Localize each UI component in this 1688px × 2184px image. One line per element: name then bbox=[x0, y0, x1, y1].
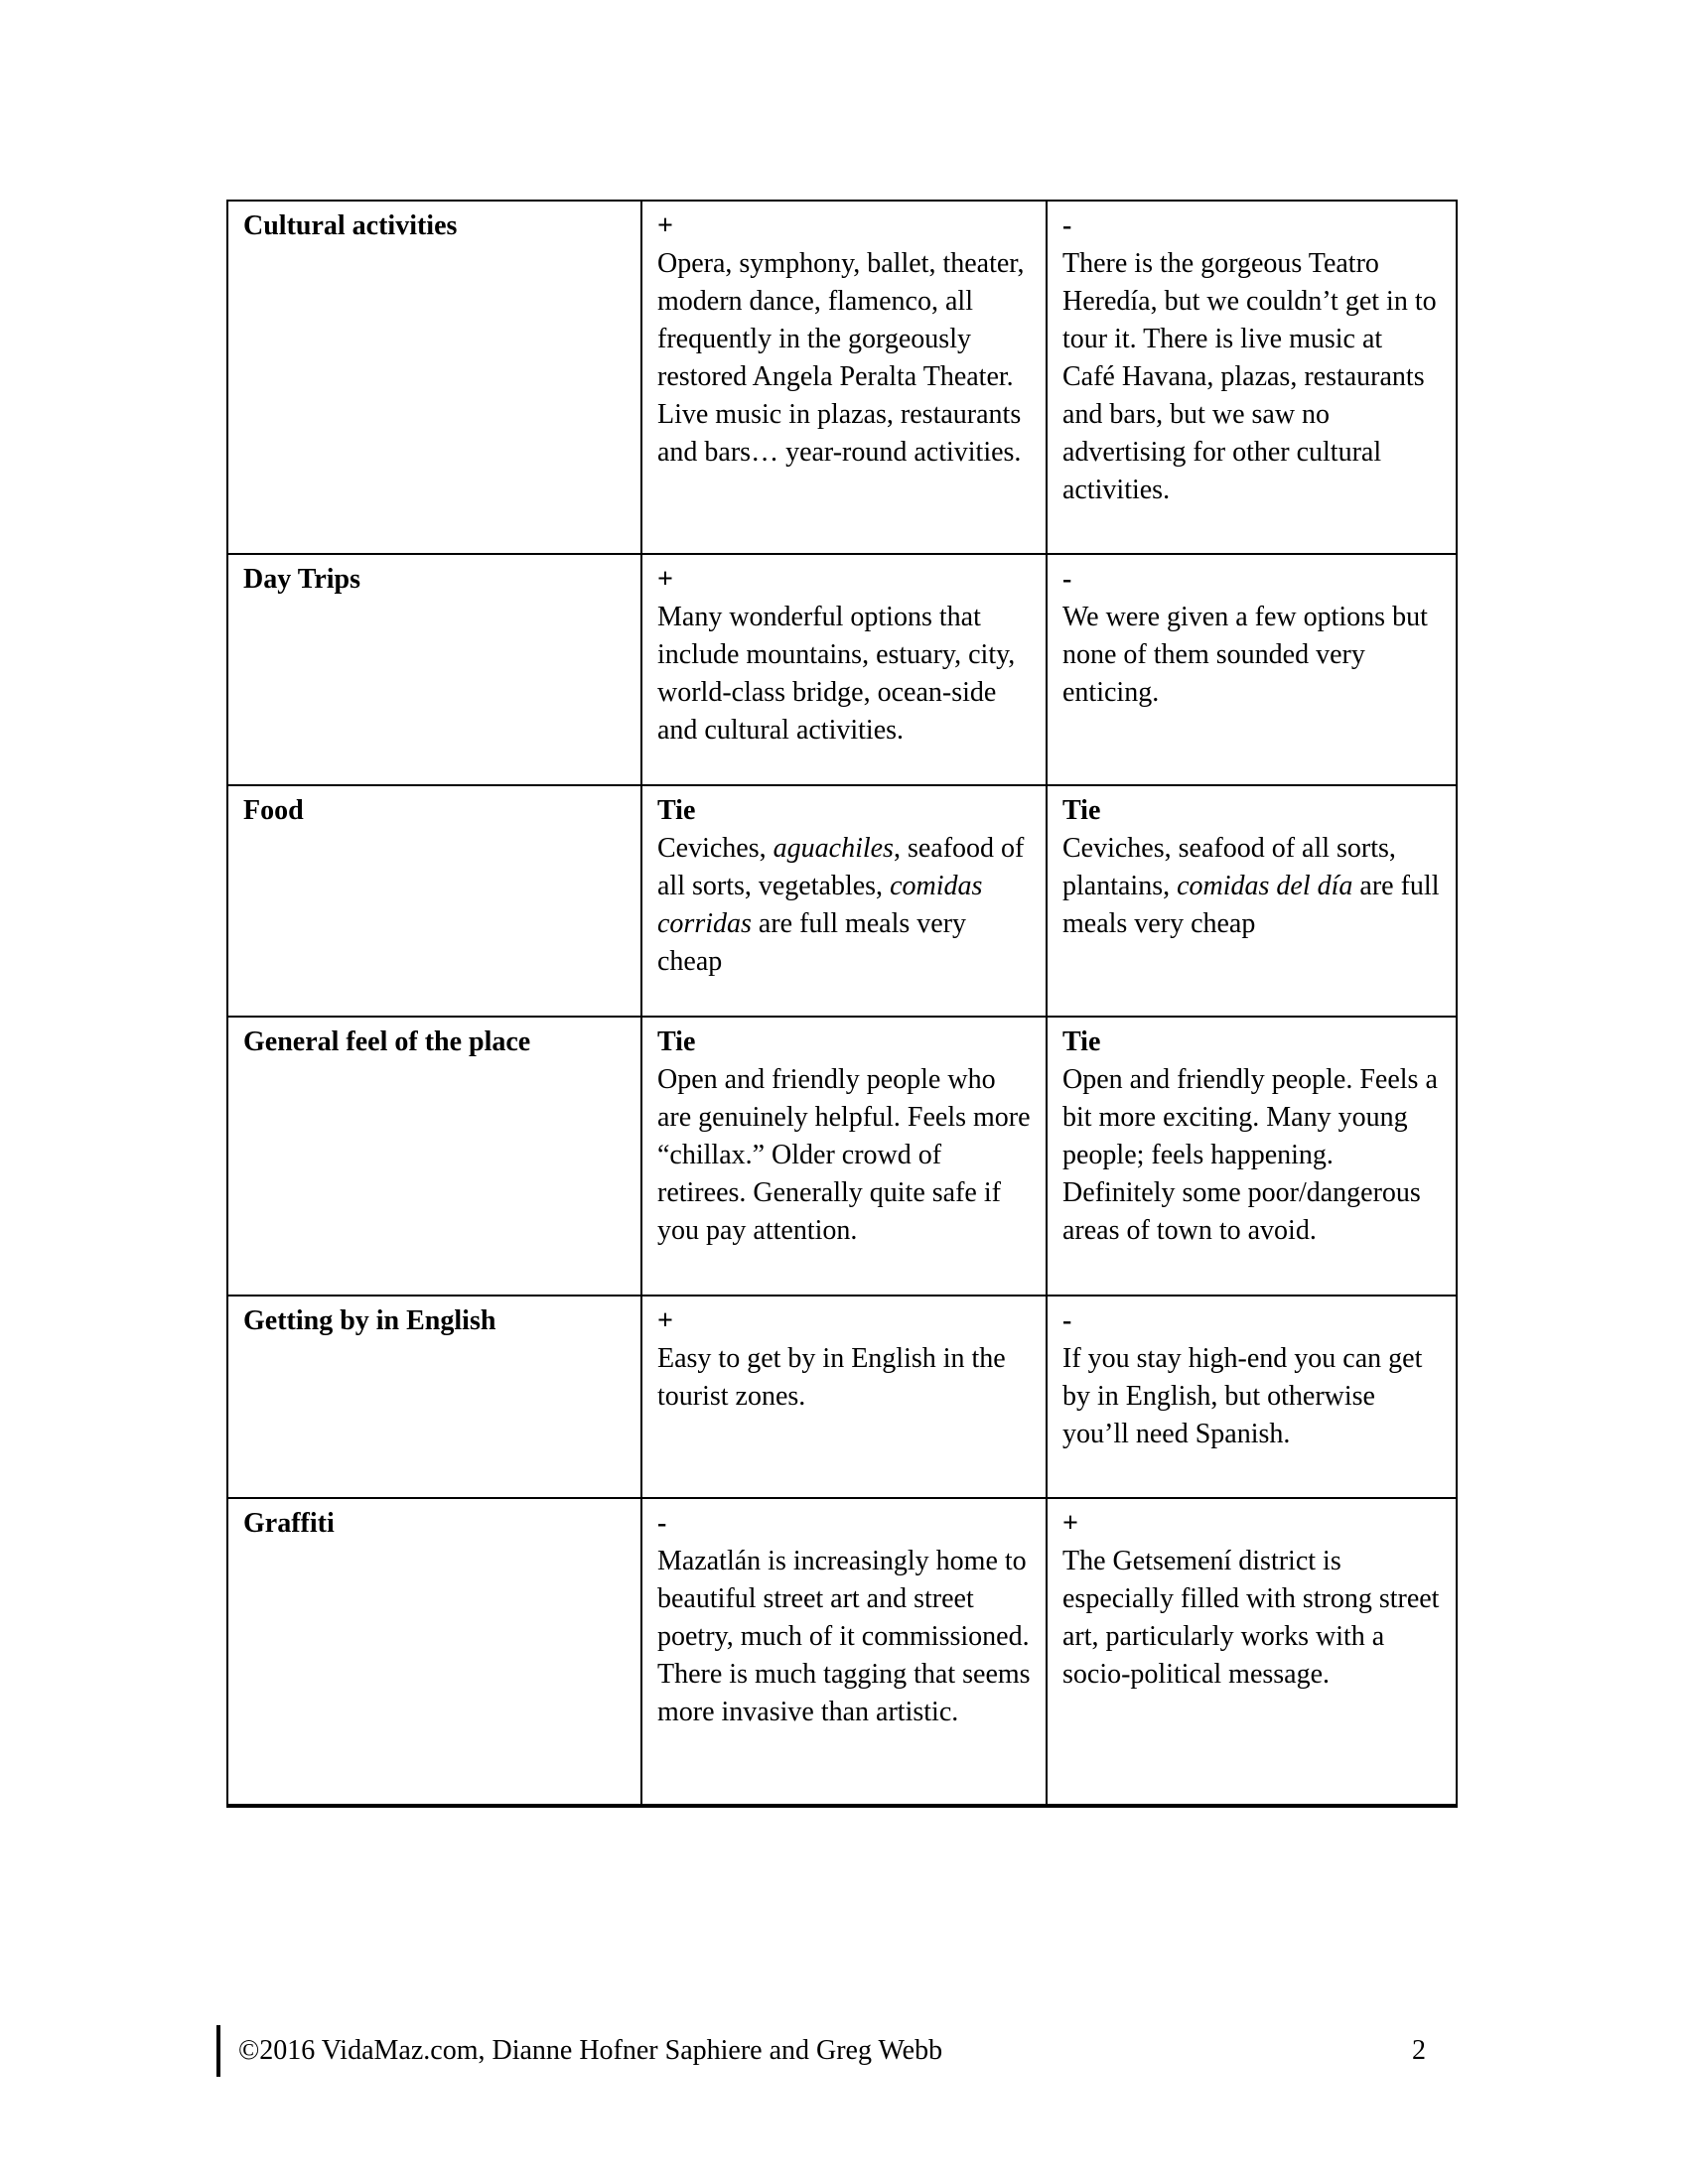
table-row bbox=[227, 1498, 1457, 1806]
cell-text: Ceviches, seafood of all sorts, plantains, comidas del día are full meals very cheap bbox=[1062, 833, 1440, 939]
city-b-cell bbox=[1047, 201, 1457, 554]
table-row bbox=[227, 785, 1457, 1017]
verdict-marker: + bbox=[657, 1305, 673, 1336]
city-b-cell bbox=[1047, 785, 1457, 1017]
row-category: Food bbox=[227, 785, 641, 1017]
copyright-text: ©2016 VidaMaz.com, Dianne Hofner Saphiere and Greg Webb bbox=[238, 2035, 943, 2066]
verdict-marker: + bbox=[1062, 1508, 1078, 1539]
city-b-cell bbox=[1047, 1498, 1457, 1806]
change-bar bbox=[216, 2025, 220, 2077]
cell-text: If you stay high-end you can get by in English, but otherwise you’ll need Spanish. bbox=[1062, 1343, 1423, 1449]
cell-text: Many wonderful options that include mountains, estuary, city, world-class bridge, ocean-side and cultural activities. bbox=[657, 602, 1016, 746]
cell-text: Open and friendly people. Feels a bit more exciting. Many young people; feels happening. Definitely some poor/dangerous areas of town to avoid. bbox=[1062, 1064, 1438, 1246]
cell-text: Opera, symphony, ballet, theater, modern dance, flamenco, all frequently in the gorgeously restored Angela Peralta Theater. Live music in plazas, restaurants and bars… year-round activities. bbox=[657, 248, 1025, 468]
table-row bbox=[227, 201, 1457, 554]
comparison-table bbox=[226, 200, 1458, 1808]
cell-text: There is the gorgeous Teatro Heredía, but we couldn’t get in to tour it. There is live music at Café Havana, plazas, restaurants and bars, but we saw no advertising for other cultural activities. bbox=[1062, 248, 1437, 505]
city-a-cell bbox=[641, 1017, 1047, 1296]
page-footer bbox=[216, 2023, 1448, 2079]
row-category: Graffiti bbox=[227, 1498, 641, 1806]
city-b-cell bbox=[1047, 1296, 1457, 1498]
city-a-cell bbox=[641, 554, 1047, 785]
verdict-marker: Tie bbox=[657, 1026, 696, 1057]
row-category: General feel of the place bbox=[227, 1017, 641, 1296]
verdict-marker: - bbox=[657, 1508, 667, 1539]
cell-text: We were given a few options but none of them sounded very enticing. bbox=[1062, 602, 1428, 708]
city-a-cell bbox=[641, 785, 1047, 1017]
cell-text: Ceviches, aguachiles, seafood of all sorts, vegetables, comidas corridas are full meals very cheap bbox=[657, 833, 1025, 977]
cell-text: Easy to get by in English in the tourist zones. bbox=[657, 1343, 1006, 1412]
verdict-marker: + bbox=[657, 210, 673, 241]
table-row bbox=[227, 1017, 1457, 1296]
cell-text: Open and friendly people who are genuinely helpful. Feels more “chillax.” Older crowd of retirees. Generally quite safe if you pay attention. bbox=[657, 1064, 1031, 1246]
city-b-cell bbox=[1047, 554, 1457, 785]
row-category: Getting by in English bbox=[227, 1296, 641, 1498]
row-category: Day Trips bbox=[227, 554, 641, 785]
page-number: 2 bbox=[1412, 2035, 1426, 2066]
city-a-cell bbox=[641, 1498, 1047, 1806]
verdict-marker: - bbox=[1062, 1305, 1072, 1336]
verdict-marker: + bbox=[657, 564, 673, 595]
verdict-marker: - bbox=[1062, 210, 1072, 241]
verdict-marker: Tie bbox=[1062, 1026, 1101, 1057]
cell-text: Mazatlán is increasingly home to beautiful street art and street poetry, much of it commissioned. There is much tagging that seems more invasive than artistic. bbox=[657, 1546, 1031, 1727]
table-row bbox=[227, 1296, 1457, 1498]
verdict-marker: - bbox=[1062, 564, 1072, 595]
city-a-cell bbox=[641, 201, 1047, 554]
verdict-marker: Tie bbox=[1062, 795, 1101, 826]
table-row bbox=[227, 554, 1457, 785]
cell-text: The Getsemení district is especially filled with strong street art, particularly works with a socio-political message. bbox=[1062, 1546, 1440, 1690]
city-a-cell bbox=[641, 1296, 1047, 1498]
verdict-marker: Tie bbox=[657, 795, 696, 826]
city-b-cell bbox=[1047, 1017, 1457, 1296]
row-category: Cultural activities bbox=[227, 201, 641, 554]
